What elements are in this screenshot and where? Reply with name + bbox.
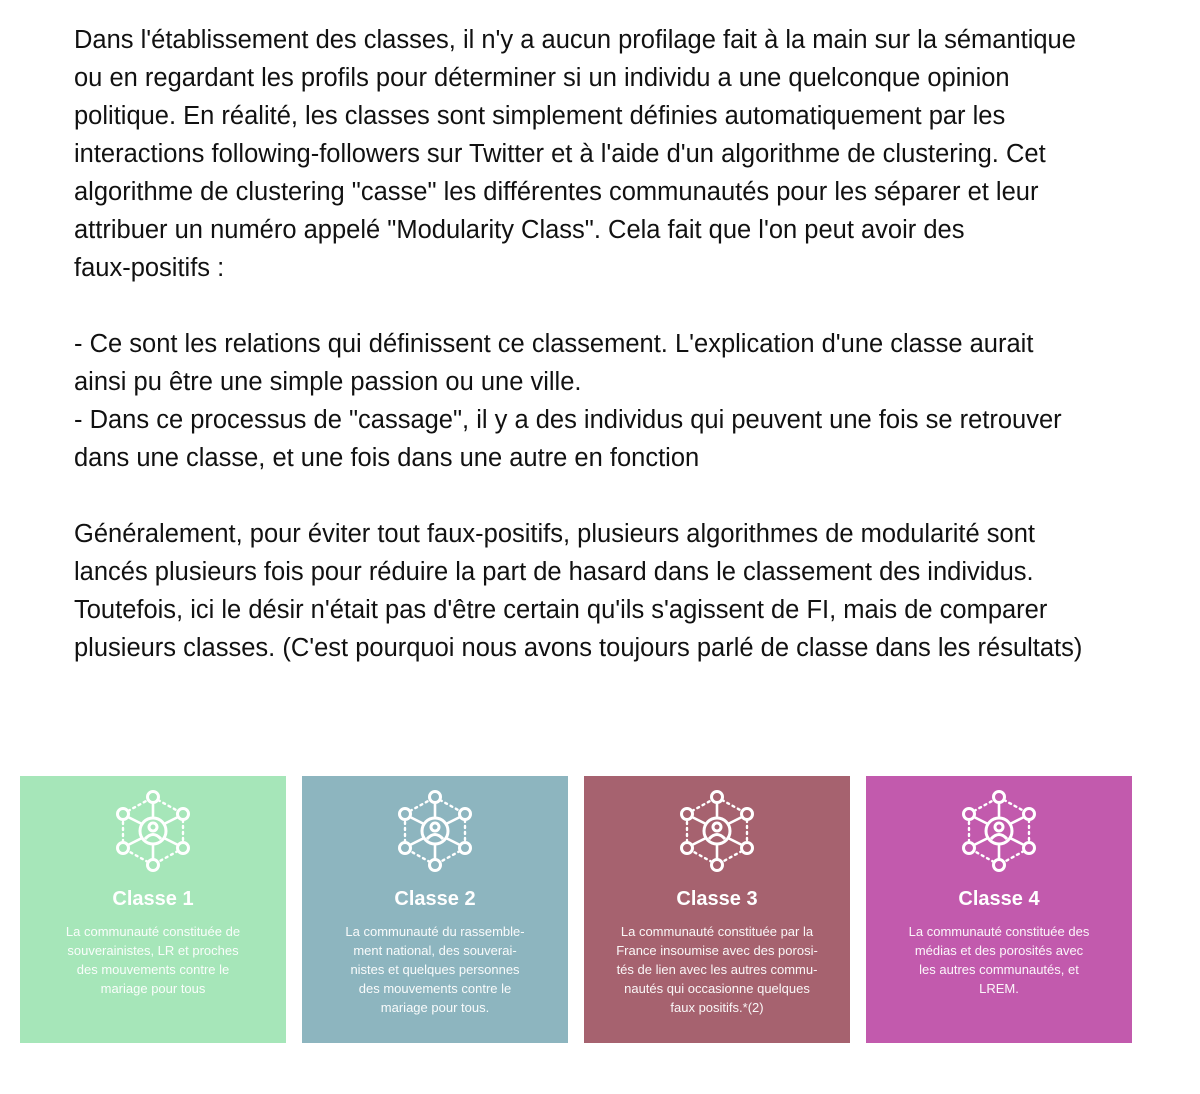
paragraph-spacer: [74, 477, 1194, 515]
community-network-icon: [679, 790, 755, 872]
card-description: La communauté constituée des médias et des porosités avec les autres communautés, et LREM.: [908, 924, 1090, 996]
bullet-relations: - Ce sont les relations qui définissent ce classement. L'explication d'une classe aurait ainsi pu être une simple passion ou une ville.: [74, 330, 1034, 396]
card-description: La communauté constituée par la France insoumise avec des porosi- tés de lien avec les autres commu- nautés qui occasionne quelques faux positifs.*(2): [616, 924, 818, 1015]
class-cards: [20, 776, 1132, 1043]
card-description: La communauté constituée de souverainistes, LR et proches des mouvements contre le mariage pour tous: [65, 924, 241, 996]
paragraph-intro: Dans l'établissement des classes, il n'y a aucun profilage fait à la main sur la sémantique ou en regardant les profils pour déterminer si un individu a une quelconque opinion politique. En réalité, les classes sont simplement définies automatiquement par les interactions following-followers sur Twitter et à l'aide d'un algorithme de clustering. Cet algorithme de clustering "casse" les différentes communautés pour les séparer et leur attribuer un numéro appelé "Modularity Class". Cela fait que l'on peut avoir des faux-positifs :: [74, 26, 1076, 282]
card-classe-2: [302, 776, 568, 1043]
paragraph-conclusion: Généralement, pour éviter tout faux-positifs, plusieurs algorithmes de modularité sont lancés plusieurs fois pour réduire la part de hasard dans le classement des individus. Toutefois, ici le désir n'était pas d'être certain qu'ils s'agissent de FI, mais de comparer plusieurs classes. (C'est pourquoi nous avons toujours parlé de classe dans les résultats): [74, 520, 1083, 662]
card-title: Classe 1: [112, 888, 194, 910]
card-description: La communauté du rassemble- ment national, des souverai- nistes et quelques personnes des mouvements contre le mariage pour tous.: [345, 924, 525, 1015]
card-title: Classe 3: [676, 888, 758, 910]
card-classe-1: [20, 776, 286, 1043]
card-classe-4: [866, 776, 1132, 1043]
card-title: Classe 4: [958, 888, 1040, 910]
community-network-icon: [115, 790, 191, 872]
article-text: [74, 21, 1194, 667]
card-classe-3: [584, 776, 850, 1043]
paragraph-spacer: [74, 287, 1194, 325]
bullet-cassage: - Dans ce processus de "cassage", il y a des individus qui peuvent une fois se retrouver dans une classe, et une fois dans une autre en fonction: [74, 406, 1062, 472]
community-network-icon: [961, 790, 1037, 872]
community-network-icon: [397, 790, 473, 872]
card-title: Classe 2: [394, 888, 476, 910]
